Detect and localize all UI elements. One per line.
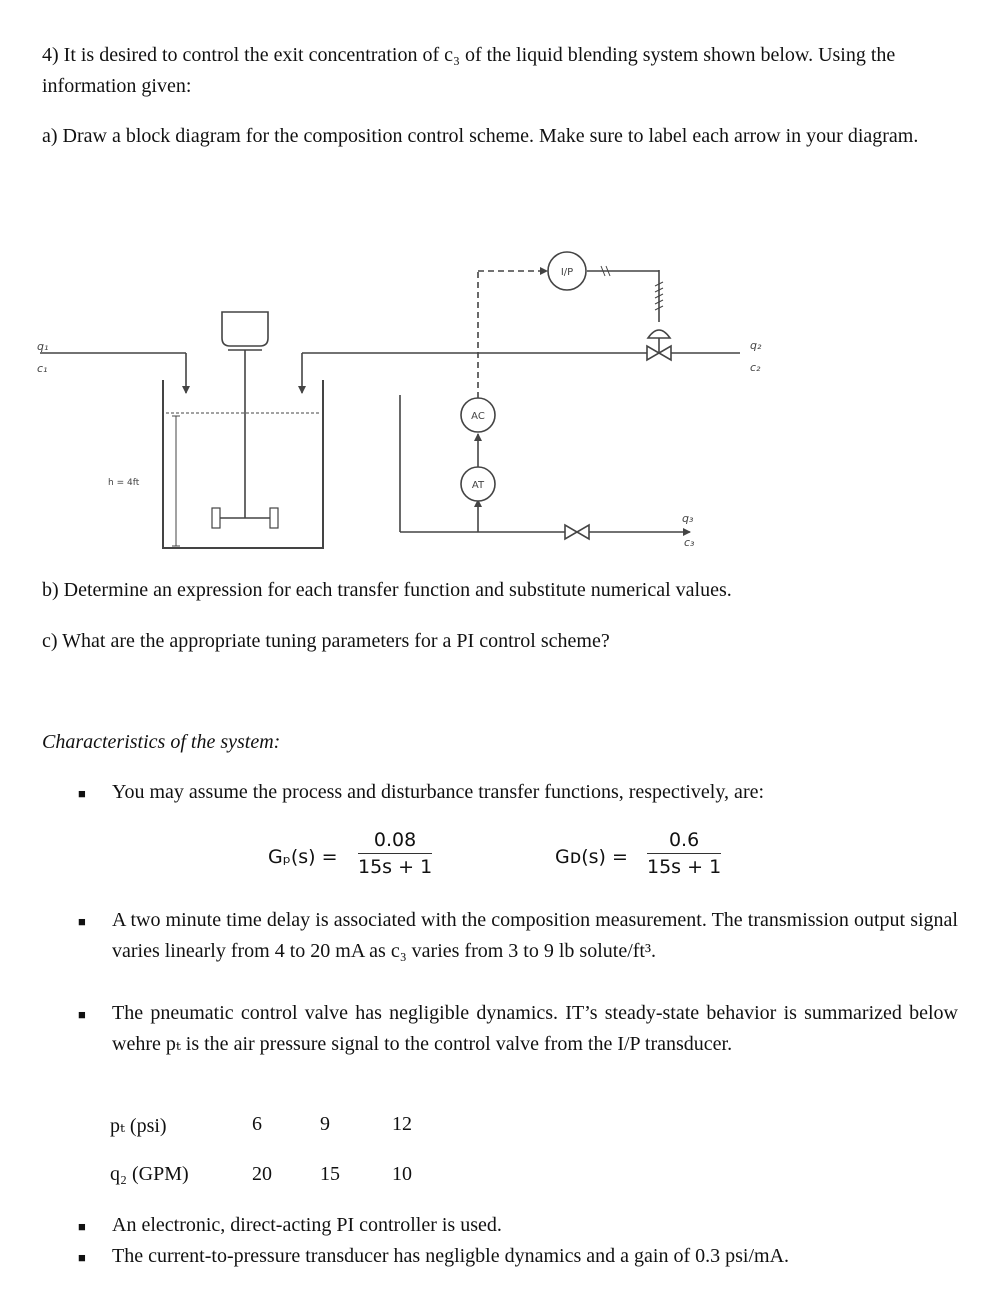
label-c3: c₃: [684, 536, 695, 549]
gd-lhs: Gᴅ(s) =: [555, 846, 628, 868]
table-row2-label: q₂ (GPM): [110, 1163, 189, 1185]
gp-denominator: 15s + 1: [358, 856, 433, 878]
label-q1: q₁: [37, 340, 49, 353]
label-ac: AC: [471, 411, 485, 422]
gp-lhs: Gₚ(s) =: [268, 846, 338, 868]
table-cell: 10: [392, 1163, 412, 1185]
bullet-icon: ■: [78, 1007, 86, 1022]
label-at: AT: [471, 480, 485, 491]
label-c1: c₁: [37, 362, 48, 375]
table-cell: 12: [392, 1113, 412, 1135]
bullet-transfer-functions: You may assume the process and disturbance transfer functions, respectively, are:: [112, 781, 765, 803]
gp-numerator: 0.08: [358, 829, 432, 854]
label-q3: q₃: [682, 512, 694, 525]
table-cell: 9: [320, 1113, 330, 1135]
table-cell: 20: [252, 1163, 272, 1185]
label-ip: I/P: [560, 267, 574, 278]
bullet-icon: ■: [78, 786, 86, 801]
label-height: h = 4ft: [108, 478, 140, 488]
label-c2: c₂: [750, 361, 761, 374]
gd-denominator: 15s + 1: [647, 856, 722, 878]
bullet-ip-transducer: The current-to-pressure transducer has negligble dynamics and a gain of 0.3 psi/mA.: [112, 1245, 790, 1267]
outlet-valve: [565, 525, 589, 539]
table-row1-label: pₜ (psi): [110, 1115, 167, 1137]
gd-fraction: [647, 829, 721, 878]
table-cell: 6: [252, 1113, 262, 1135]
problem-intro: 4) It is desired to control the exit concentration of c₃ of the liquid blending system shown below. Using the information given:: [42, 44, 896, 97]
part-b-text: b) Determine an expression for each transfer function and substitute numerical values.: [42, 579, 732, 601]
gp-fraction: [358, 829, 432, 878]
bullet-pi-controller: An electronic, direct-acting PI controller is used.: [112, 1214, 502, 1236]
bullet-time-delay: A two minute time delay is associated with the composition measurement. The transmission output signal varies linearly from 4 to 20 mA as c₃ varies from 3 to 9 lb solute/ft³.: [112, 909, 958, 962]
bullet-icon: ■: [78, 1219, 86, 1234]
gd-numerator: 0.6: [647, 829, 721, 854]
part-a-text: a) Draw a block diagram for the composition control scheme. Make sure to label each arrow in your diagram.: [42, 125, 919, 147]
blending-system-diagram: [30, 245, 780, 565]
part-c-text: c) What are the appropriate tuning parameters for a PI control scheme?: [42, 630, 610, 652]
table-cell: 15: [320, 1163, 340, 1185]
bullet-control-valve: The pneumatic control valve has negligible dynamics. IT’s steady-state behavior is summarized below wehre pₜ is the air pressure signal to the control valve from the I/P transducer.: [112, 1002, 958, 1055]
tank: [163, 380, 323, 548]
agitator-motor: [222, 312, 268, 346]
bullet-icon: ■: [78, 914, 86, 929]
bullet-icon: ■: [78, 1250, 86, 1265]
characteristics-heading: Characteristics of the system:: [42, 731, 281, 753]
label-q2: q₂: [750, 339, 762, 352]
